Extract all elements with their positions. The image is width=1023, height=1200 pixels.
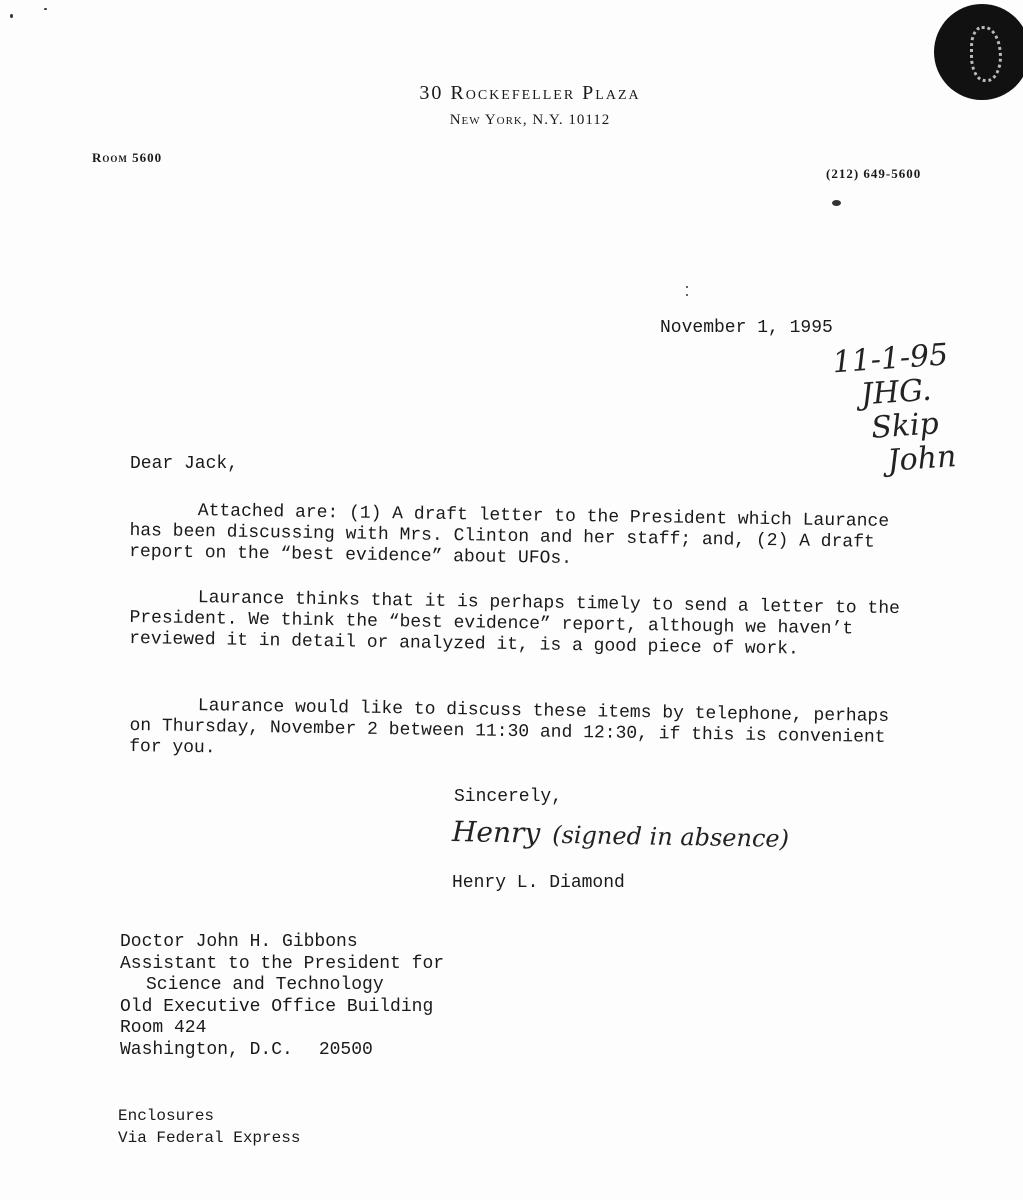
body-paragraph-2: Laurance thinks that it is perhaps timely to send a letter to the President. We think the “best evidence” report, although we haven’t reviewed it in detail or analyzed it, is a good piece of work. [129,588,901,660]
recipient-city-line [120,1040,444,1062]
enclosures-label: Enclosures [118,1107,215,1125]
recipient-address [120,932,444,1061]
handwritten-annotation [831,334,1020,482]
annotation-john: John [886,439,958,479]
recipient-zip: 20500 [318,1039,373,1060]
letterhead-city: New York, N.Y. 10112 [449,112,611,128]
handwritten-signature [452,815,790,854]
annotation-date: 11-1-95 [831,337,950,381]
letterhead-room: Room 5600 [92,150,163,165]
annotation-initials: JHG. [859,372,933,413]
closing: Sincerely, [454,787,563,807]
scan-speck [832,200,841,206]
salutation: Dear Jack, [130,454,239,474]
delivery-method: Via Federal Express [118,1129,301,1147]
scan-speck [686,286,688,288]
recipient-building: Old Executive Office Building [120,996,434,1017]
signer-name: Henry L. Diamond [452,873,625,893]
enclosures-block [118,1105,300,1149]
letterhead-phone: (212) 649-5600 [826,166,922,181]
body-paragraph-3: Laurance would like to discuss these items by telephone, perhaps on Thursday, November 2 between 11:30 and 12:30, if this is convenient for you. [129,696,890,759]
recipient-name: Doctor John H. Gibbons [120,932,358,952]
recipient-room: Room 424 [120,1018,207,1038]
letterhead-address: 30 Rockefeller Plaza [419,82,641,104]
recipient-title-cont: Science and Technology [146,975,384,995]
recipient-city: Washington, D.C. [120,1039,293,1060]
scan-speck [10,14,13,18]
letter-date: November 1, 1995 [660,318,833,338]
scan-speck [686,294,688,296]
recipient-title: Assistant to the President for [120,953,445,974]
scan-speck [44,8,47,10]
seal-mark-icon [934,4,1023,100]
annotation-skip: Skip [870,406,940,446]
signature-name: Henry [451,815,541,850]
signature-note: (signed in absence) [551,820,790,853]
body-paragraph-1: Attached are: (1) A draft letter to the President which Laurance has been discussing with Mrs. Clinton and her staff; and, (2) A draft report on the “best evidence” about UFOs. [129,501,890,569]
